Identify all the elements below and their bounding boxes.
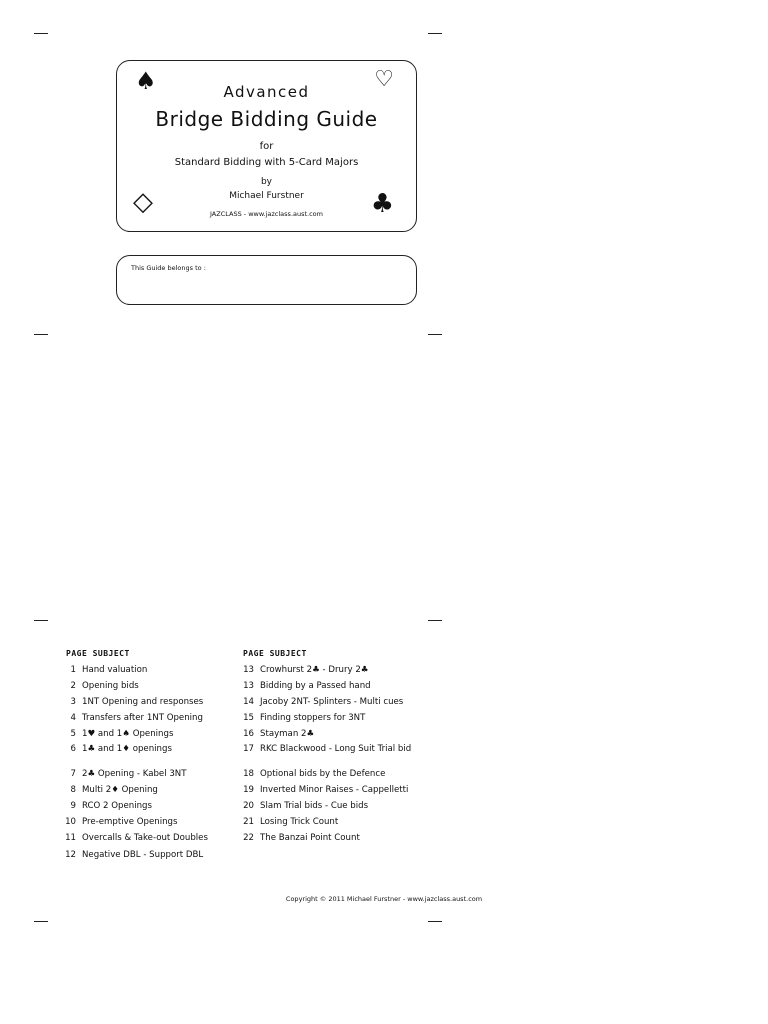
subject-text: RKC Blackwood - Long Suit Trial bid xyxy=(260,744,412,754)
contents-row xyxy=(60,713,203,723)
contents-row xyxy=(238,665,369,675)
contents-row xyxy=(238,713,365,723)
subject-text: The Banzai Point Count xyxy=(260,833,360,843)
page-number: 9 xyxy=(70,801,76,811)
page-number: 15 xyxy=(243,713,254,723)
subject-text: Jacoby 2NT- Splinters - Multi cues xyxy=(260,697,404,707)
contents-row xyxy=(238,801,368,811)
page-number: 2 xyxy=(70,681,76,691)
subject-text: 1♣ and 1♦ openings xyxy=(82,744,172,754)
contents-row xyxy=(60,665,147,675)
page-number: 13 xyxy=(243,665,254,675)
title-advanced: Advanced xyxy=(223,83,310,101)
page-number: 17 xyxy=(243,744,254,754)
contents-row xyxy=(60,785,158,795)
crop-mark xyxy=(428,334,442,335)
contents-row xyxy=(238,833,360,843)
page-number: 4 xyxy=(70,713,76,723)
owner-card xyxy=(116,255,417,305)
contents-row xyxy=(238,697,403,707)
heart-icon: ♡ xyxy=(374,67,394,92)
contents-row xyxy=(60,850,203,860)
subject-text: Negative DBL - Support DBL xyxy=(82,850,204,860)
page-number: 7 xyxy=(70,769,76,779)
subject-text: Pre-emptive Openings xyxy=(82,817,178,827)
page-number: 14 xyxy=(243,697,254,707)
subject-text: Opening bids xyxy=(82,681,139,691)
author: Michael Furstner xyxy=(229,191,304,201)
page-number: 1 xyxy=(70,665,76,675)
crop-mark xyxy=(34,620,48,621)
page-number: 21 xyxy=(243,817,254,827)
page-number: 8 xyxy=(70,785,76,795)
crop-mark xyxy=(428,33,442,34)
page-number: 13 xyxy=(243,681,254,691)
page-number: 18 xyxy=(243,769,254,779)
page-number: 10 xyxy=(65,817,76,827)
contents-row xyxy=(60,769,186,779)
contents-row xyxy=(238,769,385,779)
website: JAZCLASS - www.jazclass.aust.com xyxy=(210,210,323,218)
page-number: 22 xyxy=(243,833,254,843)
subject-text: 2♣ Opening - Kabel 3NT xyxy=(82,769,187,779)
subject-text: Transfers after 1NT Opening xyxy=(82,713,203,723)
contents-row xyxy=(238,785,408,795)
subject-text: Losing Trick Count xyxy=(260,817,339,827)
diamond-icon: ◇ xyxy=(133,187,153,217)
contents-row xyxy=(238,729,314,739)
page-title: Bridge Bidding Guide xyxy=(155,107,378,131)
crop-mark xyxy=(428,921,442,922)
cover-card xyxy=(116,60,417,232)
page-number: 20 xyxy=(243,801,254,811)
contents-row xyxy=(60,817,177,827)
subject-text: Hand valuation xyxy=(82,665,148,675)
subject-text: Optional bids by the Defence xyxy=(260,769,386,779)
contents-row xyxy=(60,744,172,754)
contents-row xyxy=(60,801,152,811)
subject-text: Stayman 2♣ xyxy=(260,729,315,739)
page-number: 3 xyxy=(70,697,76,707)
subject-text: 1♥ and 1♠ Openings xyxy=(82,729,174,739)
subject-text: Bidding by a Passed hand xyxy=(260,681,371,691)
contents-row xyxy=(238,744,411,754)
contents-row xyxy=(60,681,139,691)
crop-mark xyxy=(34,334,48,335)
page-number: 5 xyxy=(70,729,76,739)
page-number: 11 xyxy=(65,833,76,843)
subject-text: Crowhurst 2♣ - Drury 2♣ xyxy=(260,665,369,675)
spade-icon: ♠ xyxy=(135,67,157,95)
contents-row xyxy=(238,681,371,691)
contents-row xyxy=(60,697,203,707)
for-label: for xyxy=(259,141,274,152)
subject-text: Finding stoppers for 3NT xyxy=(260,713,366,723)
page-number: 16 xyxy=(243,729,254,739)
subject-text: Slam Trial bids - Cue bids xyxy=(260,801,369,811)
subject-text: RCO 2 Openings xyxy=(82,801,152,811)
page-number: 6 xyxy=(70,744,76,754)
contents-row xyxy=(60,833,208,843)
owner-label: This Guide belongs to : xyxy=(131,264,206,272)
subject-text: Inverted Minor Raises - Cappelletti xyxy=(260,785,409,795)
by-label: by xyxy=(260,177,273,187)
contents-header-left: PAGE SUBJECT xyxy=(66,649,130,658)
contents-row xyxy=(238,817,338,827)
crop-mark xyxy=(34,33,48,34)
page-number: 12 xyxy=(65,850,76,860)
crop-mark xyxy=(34,921,48,922)
subject-text: Overcalls & Take-out Doubles xyxy=(82,833,208,843)
subject-text: 1NT Opening and responses xyxy=(82,697,204,707)
crop-mark xyxy=(428,620,442,621)
subject-text: Multi 2♦ Opening xyxy=(82,785,158,795)
contents-header-right: PAGE SUBJECT xyxy=(243,649,307,658)
contents-row xyxy=(60,729,173,739)
copyright: Copyright © 2011 Michael Furstner - www.jazclass.aust.com xyxy=(285,895,483,903)
club-icon: ♣ xyxy=(370,189,394,219)
page-number: 19 xyxy=(243,785,254,795)
subtitle: Standard Bidding with 5-Card Majors xyxy=(174,157,359,168)
